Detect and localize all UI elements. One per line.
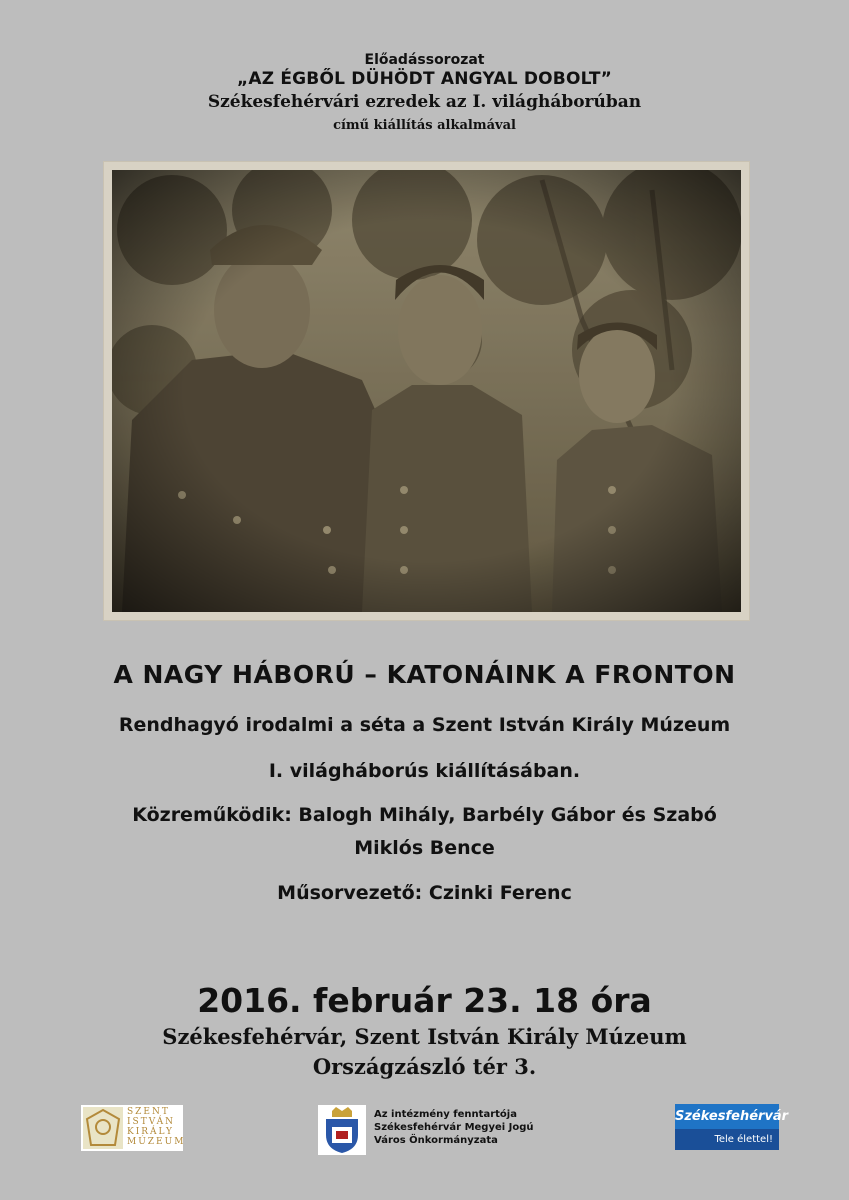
series-label: Előadássorozat [364, 52, 485, 68]
event-contributors-line1: Közreműködik: Balogh Mihály, Barbély Gábor és Szabó [132, 804, 717, 826]
event-description-line1: Rendhagyó irodalmi a séta a Szent István Király Múzeum [118, 714, 731, 736]
szekesfehervar-logo [675, 1104, 789, 1150]
event-title: A NAGY HÁBORÚ – KATONÁINK A FRONTON [113, 660, 736, 689]
city-crest-icon [318, 1105, 366, 1155]
exhibition-occasion: című kiállítás alkalmával [333, 118, 516, 133]
soldiers-photo [112, 170, 741, 612]
soldiers-photo-frame [104, 162, 749, 620]
museum-emblem-icon [83, 1107, 123, 1149]
event-venue-line2: Országzászló tér 3. [312, 1054, 537, 1079]
event-venue-line1: Székesfehérvár, Szent István Király Múzeum [162, 1024, 687, 1049]
city-logo-name: Székesfehérvár [675, 1104, 779, 1129]
event-contributors-line2: Miklós Bence [354, 837, 495, 859]
maintainer-text: Az intézmény fenntartója Székesfehérvár Megyei Jogú Város Önkormányzata [374, 1109, 534, 1146]
museum-logo-text: SZENT ISTVÁN KIRÁLY MÚZEUM [127, 1107, 186, 1147]
event-description-line2: I. világháborús kiállításában. [268, 760, 581, 782]
event-datetime: 2016. február 23. 18 óra [197, 981, 652, 1020]
museum-logo [81, 1105, 186, 1151]
exhibition-subtitle: Székesfehérvári ezredek az I. világháborúban [207, 92, 642, 112]
series-quote: „AZ ÉGBŐL DÜHÖDT ANGYAL DOBOLT” [236, 69, 613, 89]
event-host: Műsorvezető: Czinki Ferenc [277, 882, 572, 904]
city-logo-slogan: Tele élettel! [675, 1129, 779, 1150]
